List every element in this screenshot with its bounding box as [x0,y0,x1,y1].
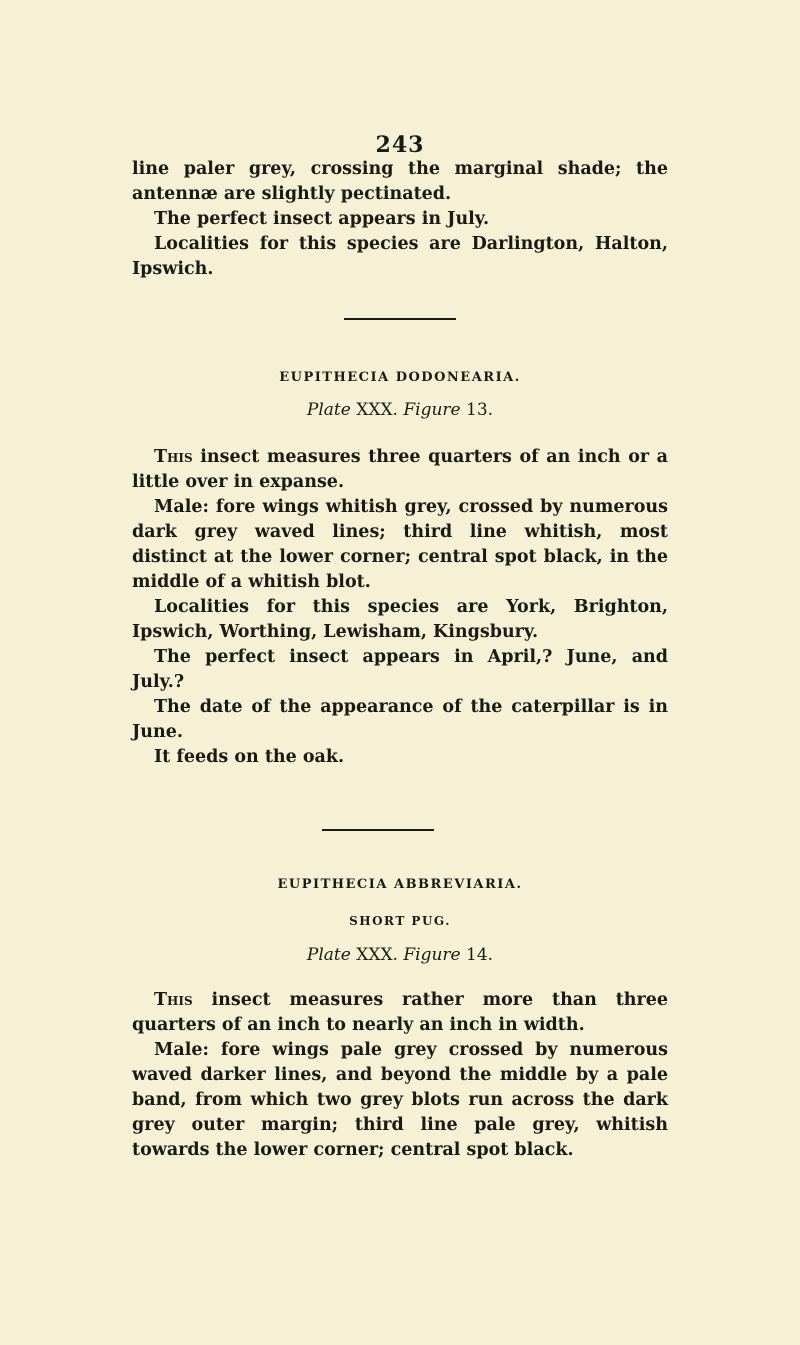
paragraph: Male: fore wings pale grey crossed by numerous waved darker lines, and beyond the middle by a pale band, from which two grey blots run across the dark grey outer margin; third line pale grey, whitish towards the lower corner; central spot black. [132,1040,668,1160]
section-divider [322,829,434,831]
plate-number: XXX. [356,400,398,420]
paragraph: It feeds on the oak. [154,747,345,767]
plate-number: XXX. [356,945,398,965]
lead-word: This [154,447,193,467]
figure-number: 14. [466,945,494,965]
figure-number: 13. [466,400,494,420]
plate-reference [0,400,800,420]
paragraph [132,445,668,495]
figure-word: Figure [403,400,461,420]
paragraph-text: insect measures three quarters of an inch or a little over in expanse. [132,447,668,492]
paragraph [132,988,668,1038]
plate-word: Plate [306,945,351,965]
continuation-text [132,157,668,282]
lead-word: This [154,990,193,1010]
paragraph: The perfect insect appears in April,? June, and July.? [132,647,668,692]
species-title: EUPITHECIA DODONEARIA. [279,370,521,385]
plate-word: Plate [306,400,351,420]
paragraph: Localities for this species are York, Brighton, Ipswich, Worthing, Lewisham, Kingsbury. [132,597,668,642]
paragraph: line paler grey, crossing the marginal shade; the antennæ are slightly pectinated. [132,159,668,204]
paragraph: Localities for this species are Darlington, Halton, Ipswich. [132,234,668,279]
paragraph: The date of the appearance of the caterpillar is in June. [132,697,668,742]
paragraph: Male: fore wings whitish grey, crossed by numerous dark grey waved lines; third line whitish, most distinct at the lower corner; central spot black, in the middle of a whitish blot. [132,497,668,592]
paragraph-text: insect measures rather more than three quarters of an inch to nearly an inch in width. [132,990,668,1035]
plate-reference [0,945,800,965]
figure-word: Figure [403,945,461,965]
species-description [132,445,668,770]
page-number: 243 [375,132,425,158]
section-divider [344,318,456,320]
species-title: EUPITHECIA ABBREVIARIA. [277,877,523,892]
species-description [132,988,668,1163]
paragraph: The perfect insect appears in July. [154,209,490,229]
common-name: SHORT PUG. [349,914,451,928]
